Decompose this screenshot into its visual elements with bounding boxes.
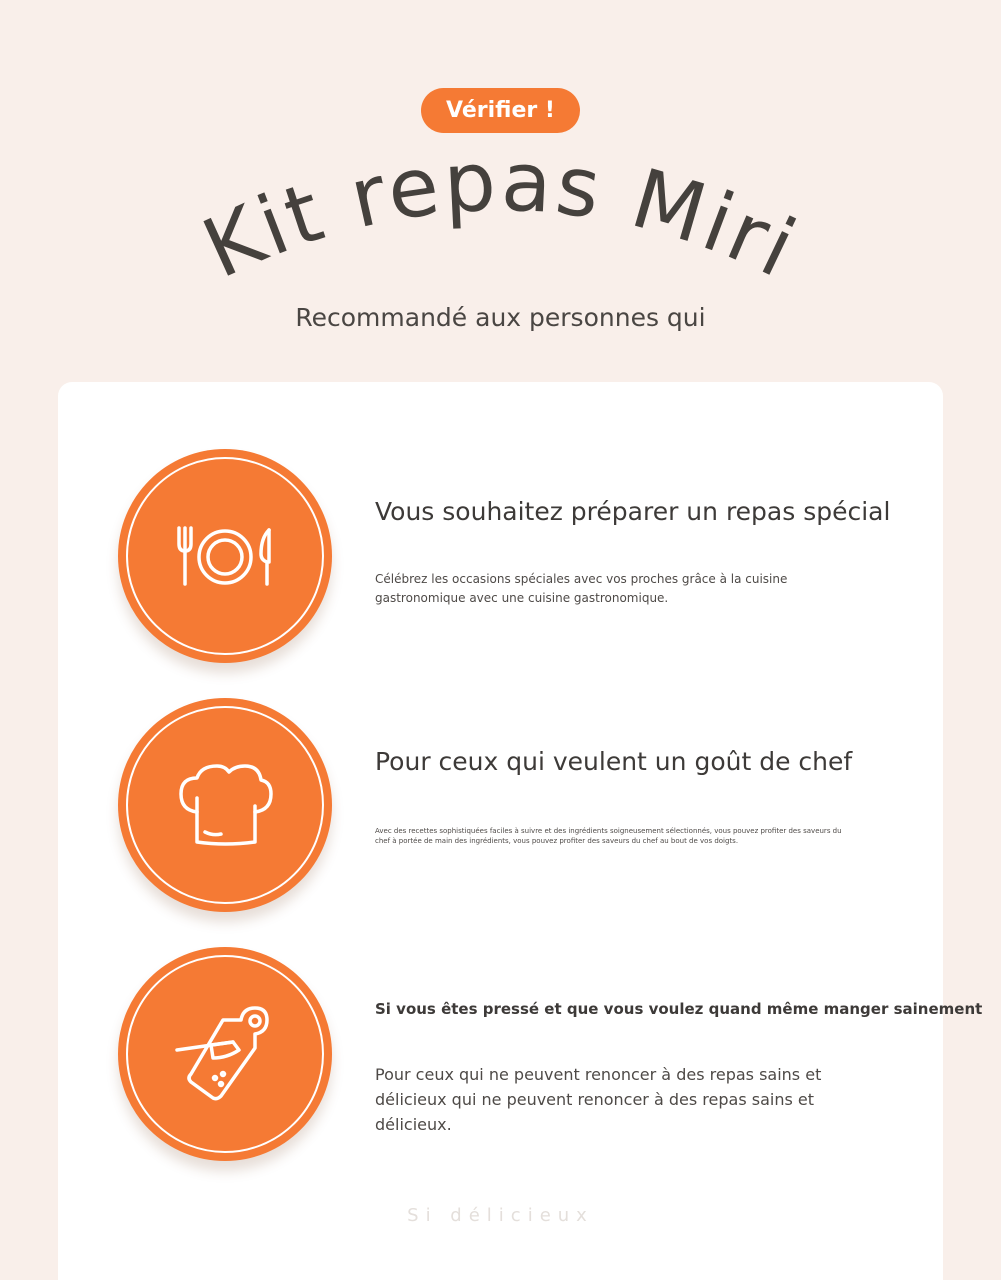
feature-description: Avec des recettes sophistiquées faciles à suivre et des ingrédients soigneusement sélectionnés, vous pouvez profiter des saveurs du chef à portée de main des ingrédients, vous pouvez profiter des saveurs du chef au bout de vos doigts. xyxy=(375,827,842,845)
svg-text:Kit repas Miri xyxy=(190,134,811,297)
feature-title: Pour ceux qui veulent un goût de chef xyxy=(375,747,853,776)
feature-description: Célébrez les occasions spéciales avec vos proches grâce à la cuisine gastronomique avec une cuisine gastronomique. xyxy=(375,572,788,605)
feature-icon-circle xyxy=(118,698,332,912)
footer-tagline: Si délicieux xyxy=(407,1205,594,1226)
feature-item xyxy=(58,692,943,922)
chef-hat-icon xyxy=(175,762,275,848)
feature-title: Si vous êtes pressé et que vous voulez quand même manger sainement xyxy=(375,1000,983,1018)
cutting-board-knife-icon xyxy=(173,1002,277,1106)
page-title-text: Kit repas Miri xyxy=(189,134,812,298)
features-card xyxy=(58,382,983,1280)
feature-description: Pour ceux qui ne peuvent renoncer à des repas sains et délicieux qui ne peuvent renoncer à des repas sains et délicieux. xyxy=(375,1065,822,1134)
plate-cutlery-icon xyxy=(173,524,277,588)
feature-icon-circle xyxy=(118,449,332,663)
feature-item xyxy=(58,942,983,1172)
verify-button[interactable]: Vérifier ! xyxy=(421,88,580,133)
feature-item xyxy=(58,442,943,672)
page-subtitle: Recommandé aux personnes qui xyxy=(295,303,706,332)
feature-icon-circle xyxy=(118,947,332,1161)
page-title xyxy=(180,134,821,310)
feature-title: Vous souhaitez préparer un repas spécial xyxy=(375,497,891,526)
